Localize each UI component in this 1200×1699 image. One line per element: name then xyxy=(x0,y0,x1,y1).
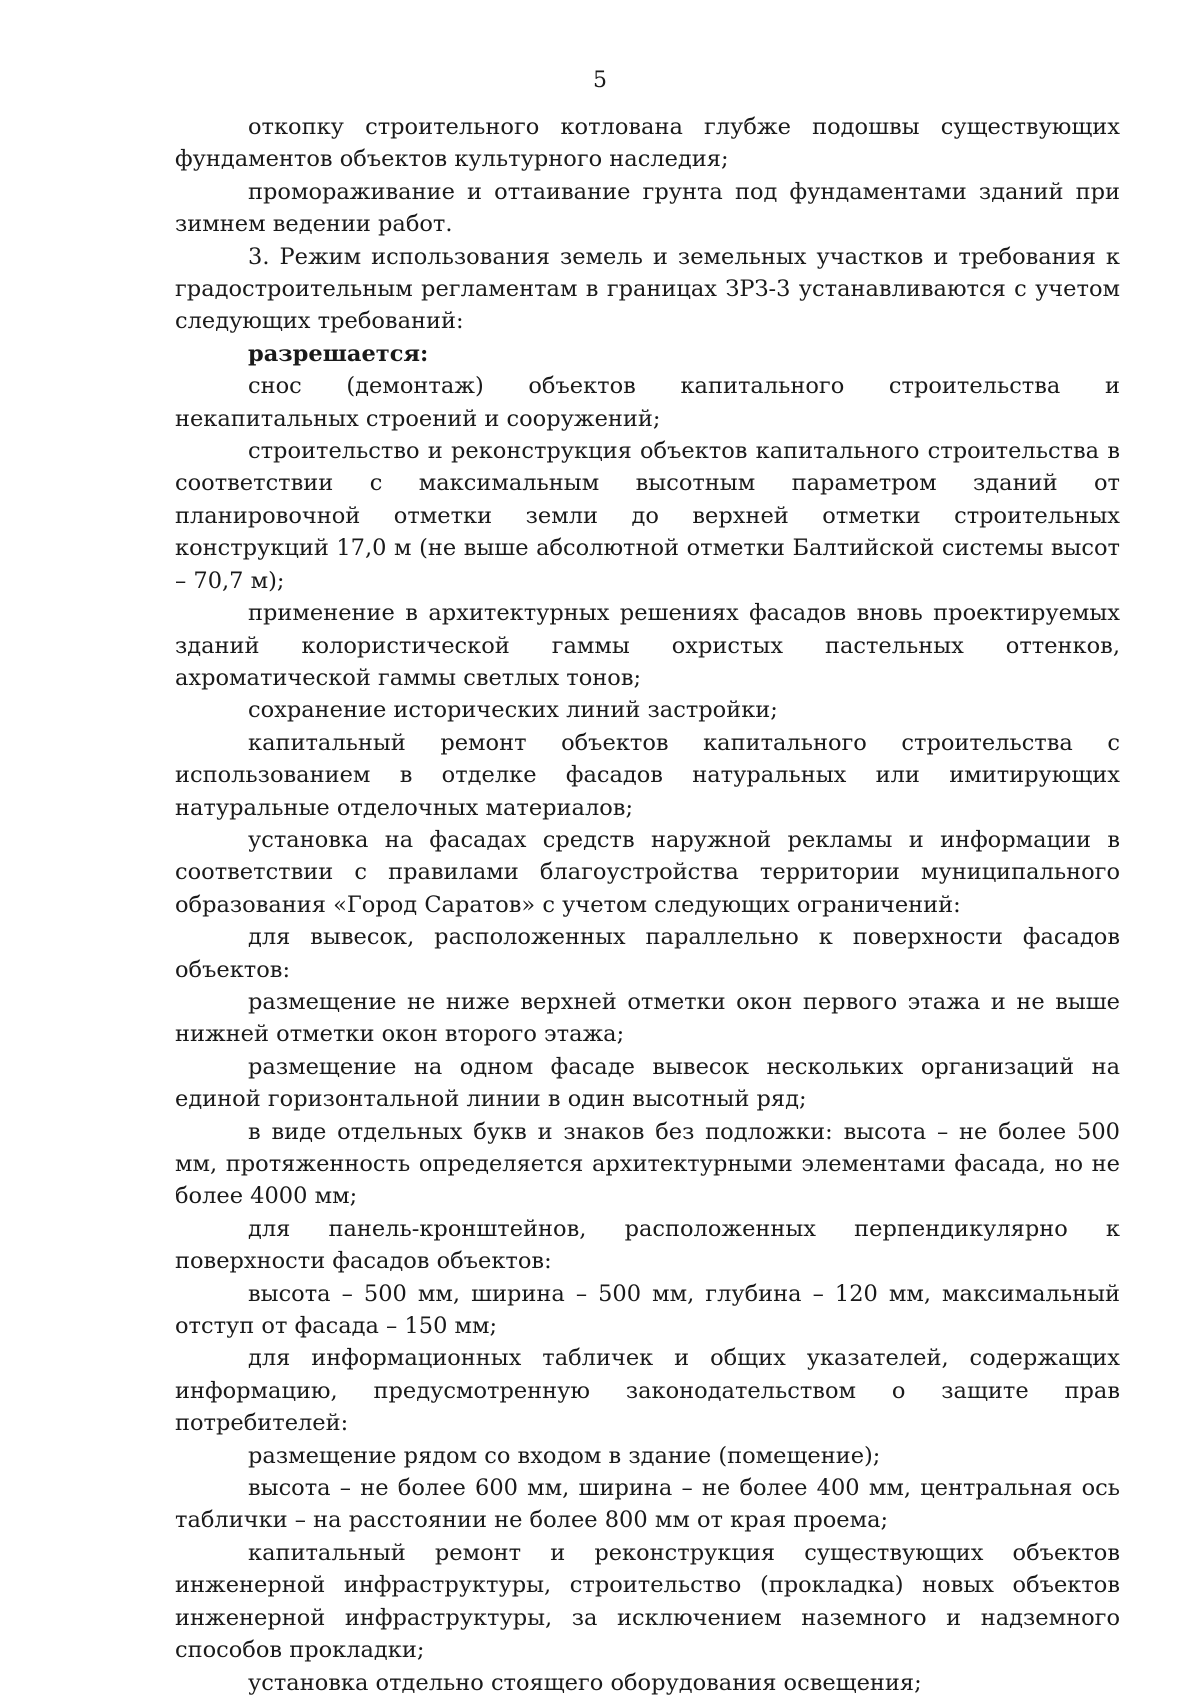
paragraph-info-plates: для информационных табличек и общих указателей, содержащих информацию, предусмотренную законодательством о защите прав потребителей: xyxy=(175,1345,1120,1437)
paragraph-construction-height: строительство и реконструкция объектов капитального строительства в соответствии с максимальным высотным параметром зданий от планировочной отметки земли до верхней отметки строительных конструкций 17,0 м (не выше абсолютной отметки Балтийской системы высот – 70,7 м); xyxy=(175,438,1120,594)
paragraph-building-lines: сохранение исторических линий застройки; xyxy=(248,697,778,724)
heading-permitted: разрешается: xyxy=(248,340,429,367)
paragraph-zrz3-regime: 3. Режим использования земель и земельных участков и требования к градостроительным регламентам в границах ЗРЗ-3 устанавливаются с учетом следующих требований: xyxy=(175,243,1120,335)
paragraph-freezing: промораживание и оттаивание грунта под фундаментами зданий при зимнем ведении работ. xyxy=(175,178,1120,238)
paragraph-parallel-signs: для вывесок, расположенных параллельно к поверхности фасадов объектов: xyxy=(175,924,1120,983)
paragraph-letters-no-backing: в виде отдельных букв и знаков без подложки: высота – не более 500 мм, протяженность определяется архитектурными элементами фасада, но не более 4000 мм; xyxy=(175,1118,1120,1210)
paragraph-facade-colors: применение в архитектурных решениях фасадов вновь проектируемых зданий колористической гаммы охристых пастельных оттенков, ахроматической гаммы светлых тонов; xyxy=(175,600,1120,691)
paragraph-lighting: установка отдельно стоящего оборудования освещения; xyxy=(248,1669,922,1696)
paragraph-sign-single-row: размещение на одном фасаде вывесок нескольких организаций на единой горизонтальной линии в один высотный ряд; xyxy=(175,1053,1120,1113)
paragraph-bracket-dimensions: высота – 500 мм, ширина – 500 мм, глубина – 120 мм, максимальный отступ от фасада – 150 мм; xyxy=(175,1280,1120,1340)
paragraph-advertising: установка на фасадах средств наружной рекламы и информации в соответствии с правилами благоустройства территории муниципального образования «Город Саратов» с учетом следующих ограничений: xyxy=(175,826,1120,918)
paragraph-sign-placement-floor: размещение не ниже верхней отметки окон первого этажа и не выше нижней отметки окон второго этажа; xyxy=(175,988,1120,1048)
paragraph-plate-dimensions: высота – не более 600 мм, ширина – не более 400 мм, центральная ось таблички – на расстоянии не более 800 мм от края проема; xyxy=(175,1475,1120,1534)
paragraph-capital-repair: капитальный ремонт объектов капитального строительства с использованием в отделке фасадов натуральных или имитирующих натуральные отделочных материалов; xyxy=(175,729,1120,821)
paragraph-demolition: снос (демонтаж) объектов капитального строительства и некапитальных строений и сооружений; xyxy=(175,373,1120,432)
paragraph-excavation: откопку строительного котлована глубже подошвы существующих фундаментов объектов культурного наследия; xyxy=(175,114,1120,173)
document-body xyxy=(175,111,1120,1699)
paragraph-panel-brackets: для панель-кронштейнов, расположенных перпендикулярно к поверхности фасадов объектов: xyxy=(175,1215,1120,1275)
page-number: 5 xyxy=(593,68,607,93)
paragraph-infrastructure: капитальный ремонт и реконструкция существующих объектов инженерной инфраструктуры, строительство (прокладка) новых объектов инженерной инфраструктуры, за исключением наземного и надземного способов прокладки; xyxy=(175,1539,1120,1664)
paragraph-plate-near-entrance: размещение рядом со входом в здание (помещение); xyxy=(248,1442,881,1469)
